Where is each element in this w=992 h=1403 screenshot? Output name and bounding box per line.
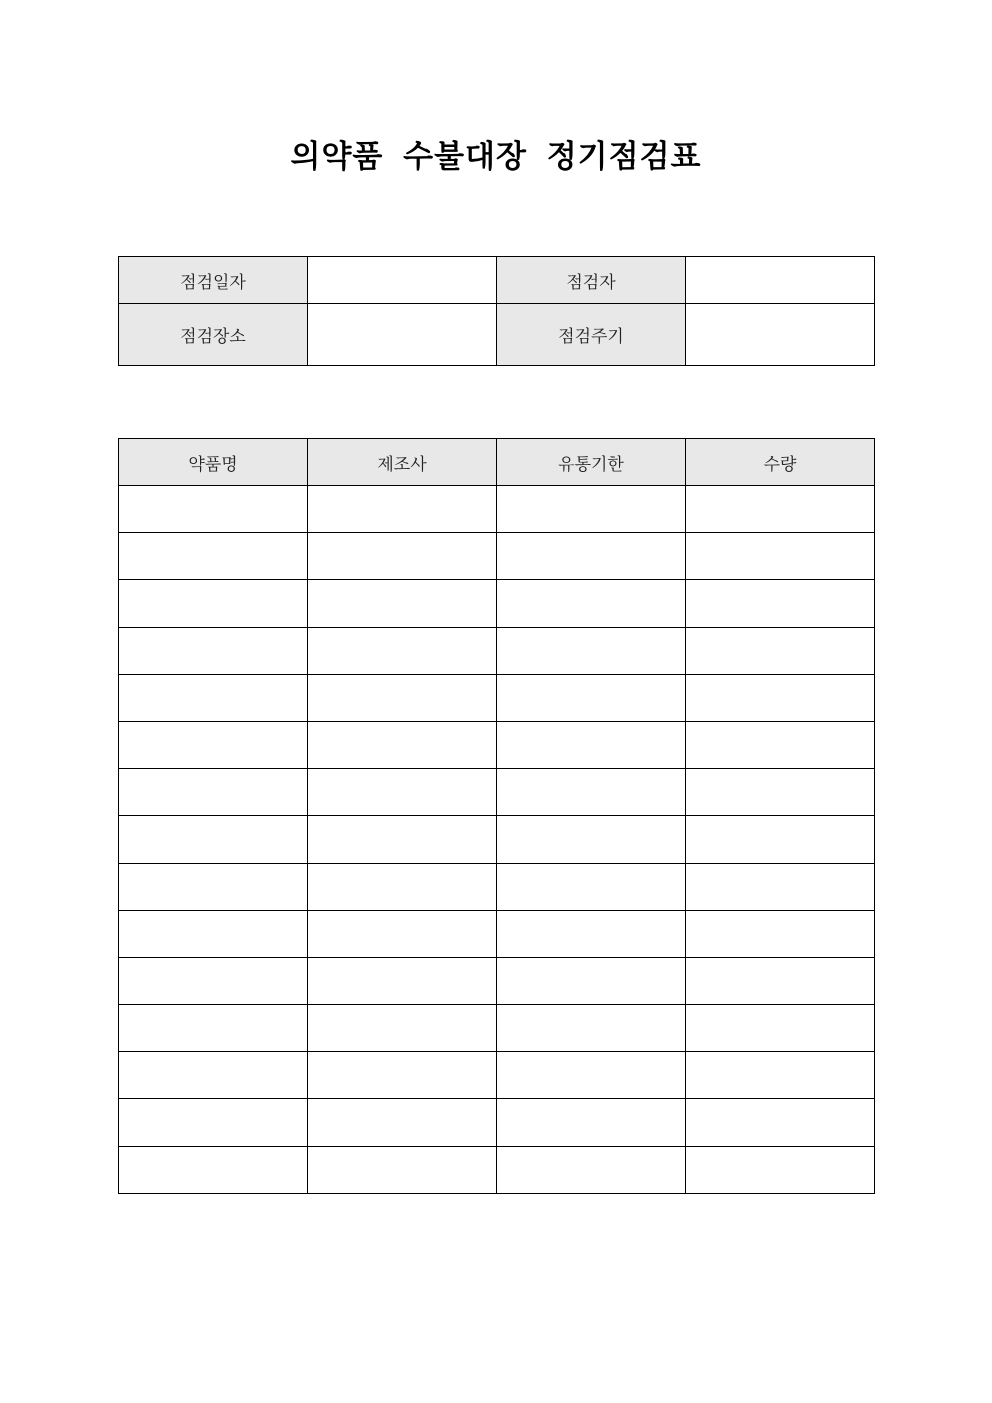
inspection-cycle-field[interactable] (686, 304, 875, 366)
table-row (119, 580, 875, 627)
info-row (119, 257, 875, 304)
manufacturer-cell[interactable] (308, 1099, 497, 1146)
quantity-cell[interactable] (686, 1146, 875, 1193)
table-row (119, 910, 875, 957)
quantity-cell[interactable] (686, 674, 875, 721)
expiry-date-cell[interactable] (497, 721, 686, 768)
manufacturer-cell[interactable] (308, 957, 497, 1004)
table-row (119, 816, 875, 863)
expiry-date-cell[interactable] (497, 1052, 686, 1099)
inspection-date-label: 점검일자 (119, 257, 308, 304)
quantity-cell[interactable] (686, 863, 875, 910)
medicine-name-cell[interactable] (119, 816, 308, 863)
quantity-cell[interactable] (686, 1005, 875, 1052)
column-header-expiry-date: 유통기한 (497, 439, 686, 486)
medicine-name-cell[interactable] (119, 1052, 308, 1099)
medicine-name-cell[interactable] (119, 580, 308, 627)
expiry-date-cell[interactable] (497, 580, 686, 627)
medicine-name-cell[interactable] (119, 674, 308, 721)
medicine-name-cell[interactable] (119, 957, 308, 1004)
expiry-date-cell[interactable] (497, 1005, 686, 1052)
expiry-date-cell[interactable] (497, 486, 686, 533)
medicine-name-cell[interactable] (119, 1005, 308, 1052)
quantity-cell[interactable] (686, 910, 875, 957)
inspector-field[interactable] (686, 257, 875, 304)
table-row (119, 863, 875, 910)
quantity-cell[interactable] (686, 769, 875, 816)
medicine-name-cell[interactable] (119, 486, 308, 533)
table-row (119, 957, 875, 1004)
quantity-cell[interactable] (686, 627, 875, 674)
expiry-date-cell[interactable] (497, 533, 686, 580)
table-row (119, 721, 875, 768)
medicine-name-cell[interactable] (119, 721, 308, 768)
expiry-date-cell[interactable] (497, 863, 686, 910)
medicine-name-cell[interactable] (119, 533, 308, 580)
manufacturer-cell[interactable] (308, 627, 497, 674)
quantity-cell[interactable] (686, 816, 875, 863)
quantity-cell[interactable] (686, 1052, 875, 1099)
table-row (119, 769, 875, 816)
expiry-date-cell[interactable] (497, 674, 686, 721)
expiry-date-cell[interactable] (497, 1099, 686, 1146)
expiry-date-cell[interactable] (497, 910, 686, 957)
manufacturer-cell[interactable] (308, 486, 497, 533)
manufacturer-cell[interactable] (308, 1005, 497, 1052)
table-row (119, 1146, 875, 1193)
medicine-name-cell[interactable] (119, 769, 308, 816)
table-row (119, 533, 875, 580)
manufacturer-cell[interactable] (308, 1052, 497, 1099)
table-row (119, 486, 875, 533)
expiry-date-cell[interactable] (497, 627, 686, 674)
table-row (119, 627, 875, 674)
expiry-date-cell[interactable] (497, 1146, 686, 1193)
manufacturer-cell[interactable] (308, 863, 497, 910)
medicine-name-cell[interactable] (119, 863, 308, 910)
medicine-name-cell[interactable] (119, 910, 308, 957)
medicine-name-cell[interactable] (119, 1146, 308, 1193)
column-header-quantity: 수량 (686, 439, 875, 486)
document-title: 의약품 수불대장 정기점검표 (290, 139, 702, 175)
manufacturer-cell[interactable] (308, 721, 497, 768)
table-row (119, 1052, 875, 1099)
quantity-cell[interactable] (686, 957, 875, 1004)
medicine-name-cell[interactable] (119, 627, 308, 674)
expiry-date-cell[interactable] (497, 957, 686, 1004)
expiry-date-cell[interactable] (497, 816, 686, 863)
manufacturer-cell[interactable] (308, 769, 497, 816)
inspection-date-field[interactable] (308, 257, 497, 304)
column-header-manufacturer: 제조사 (308, 439, 497, 486)
quantity-cell[interactable] (686, 533, 875, 580)
table-row (119, 674, 875, 721)
column-header-medicine-name: 약품명 (119, 439, 308, 486)
inspector-label: 점검자 (497, 257, 686, 304)
quantity-cell[interactable] (686, 721, 875, 768)
inspection-place-label: 점검장소 (119, 304, 308, 366)
expiry-date-cell[interactable] (497, 769, 686, 816)
manufacturer-cell[interactable] (308, 816, 497, 863)
medicine-name-cell[interactable] (119, 1099, 308, 1146)
manufacturer-cell[interactable] (308, 533, 497, 580)
quantity-cell[interactable] (686, 580, 875, 627)
table-row (119, 1005, 875, 1052)
manufacturer-cell[interactable] (308, 910, 497, 957)
quantity-cell[interactable] (686, 486, 875, 533)
manufacturer-cell[interactable] (308, 674, 497, 721)
inspection-info-table (118, 256, 875, 366)
table-row (119, 1099, 875, 1146)
table-header-row (119, 439, 875, 486)
medicine-items-table (118, 438, 875, 1194)
info-row (119, 304, 875, 366)
inspection-place-field[interactable] (308, 304, 497, 366)
manufacturer-cell[interactable] (308, 1146, 497, 1193)
inspection-cycle-label: 점검주기 (497, 304, 686, 366)
quantity-cell[interactable] (686, 1099, 875, 1146)
manufacturer-cell[interactable] (308, 580, 497, 627)
